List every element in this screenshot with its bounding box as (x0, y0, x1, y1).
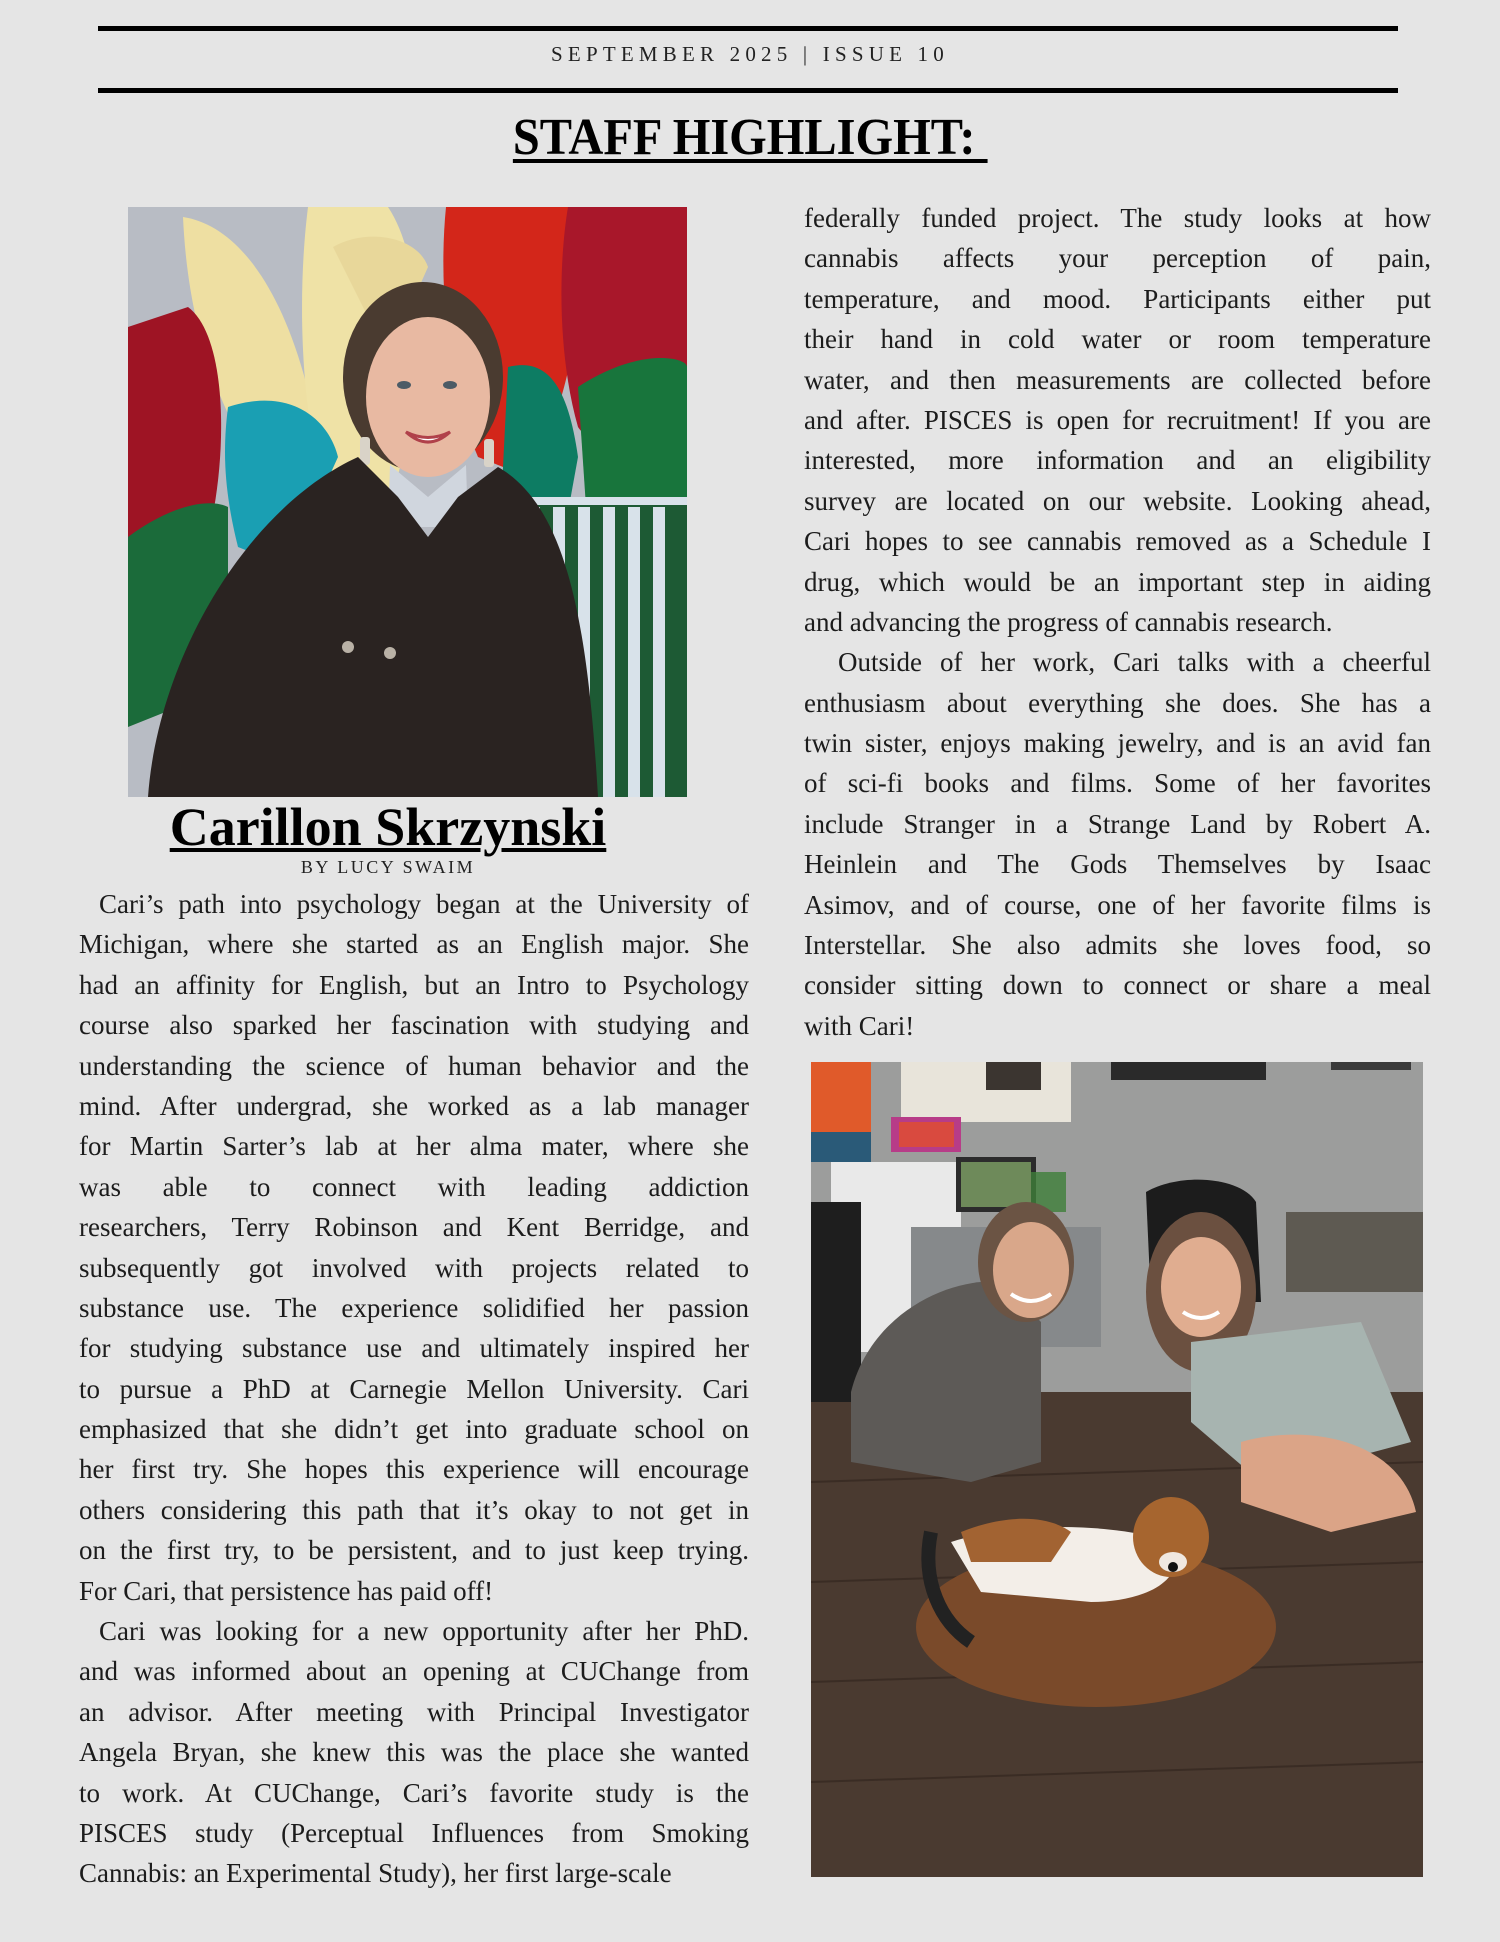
article-line: subsequently got involved with projects related to (79, 1252, 749, 1283)
article-line: For Cari, that persistence has paid off! (79, 1575, 494, 1606)
section-title-text: STAFF HIGHLIGHT: (512, 109, 988, 166)
issue-date-line: SEPTEMBER 2025 | ISSUE 10 (551, 42, 949, 66)
article-line: and after. PISCES is open for recruitment! If you are (804, 404, 1431, 435)
article-line: Angela Bryan, she knew this was the place she wanted (79, 1737, 749, 1768)
twins-with-dog-photo (811, 1062, 1423, 1877)
article-line: to work. At CUChange, Cari’s favorite study is the (79, 1777, 749, 1808)
article-line: water, and then measurements are collected before (804, 364, 1431, 395)
article-line: PISCES study (Perceptual Influences from Smoking (79, 1817, 749, 1848)
section-title (0, 108, 1500, 167)
article-line: cannabis affects your perception of pain, (804, 243, 1431, 274)
article-line: Heinlein and The Gods Themselves by Isaac (804, 849, 1431, 880)
article-line: others considering this path that it’s okay to not get in (79, 1494, 749, 1525)
article-line: Michigan, where she started as an English major. She (79, 929, 749, 960)
article-line: to pursue a PhD at Carnegie Mellon University. Cari (79, 1373, 749, 1404)
article-line: twin sister, enjoys making jewelry, and is an avid fan (804, 728, 1431, 759)
profile-photo-image (128, 207, 687, 797)
byline: BY LUCY SWAIM (300, 857, 476, 877)
article-line: her first try. She hopes this experience will encourage (79, 1454, 749, 1485)
article-line: and was informed about an opening at CUChange from (79, 1656, 749, 1687)
article-line: mind. After undergrad, she worked as a lab manager (79, 1090, 749, 1121)
article-line: researchers, Terry Robinson and Kent Berridge, and (79, 1212, 749, 1243)
article-line: include Stranger in a Strange Land by Robert A. (804, 808, 1431, 839)
staff-name (128, 796, 648, 858)
article-line: their hand in cold water or room temperature (804, 324, 1431, 355)
article-line: for studying substance use and ultimately inspired her (79, 1333, 749, 1364)
article-line: understanding the science of human behavior and the (79, 1050, 749, 1081)
article-left-column (79, 884, 749, 1894)
article-line: substance use. The experience solidified her passion (79, 1292, 749, 1323)
article-line: Interstellar. She also admits she loves food, so (804, 930, 1431, 961)
article-line: Cari hopes to see cannabis removed as a Schedule I (804, 526, 1431, 557)
article-line: temperature, and mood. Participants either put (804, 283, 1431, 314)
article-line: interested, more information and an eligibility (804, 445, 1431, 476)
article-line: Asimov, and of course, one of her favorite films is (804, 889, 1431, 920)
article-line: had an affinity for English, but an Intro to Psychology (79, 969, 749, 1000)
article-line: with Cari! (804, 1010, 915, 1041)
header-rule-bottom (98, 88, 1398, 93)
article-line: federally funded project. The study looks at how (804, 203, 1431, 233)
article-line: emphasized that she didn’t get into graduate school on (79, 1414, 749, 1445)
header-rule-top (98, 26, 1398, 31)
article-line: an advisor. After meeting with Principal Investigator (79, 1696, 749, 1727)
article-line: of sci-fi books and films. Some of her favorites (804, 768, 1431, 799)
article-line: Cari was looking for a new opportunity after her PhD. (99, 1616, 749, 1647)
article-line: on the first try, to be persistent, and to just keep trying. (79, 1535, 749, 1566)
article-line: was able to connect with leading addiction (79, 1171, 749, 1202)
article-line: for Martin Sarter’s lab at her alma mater, where she (79, 1131, 749, 1162)
article-line: course also sparked her fascination with studying and (79, 1010, 749, 1041)
article-right-column (804, 198, 1431, 1046)
staff-name-text: Carillon Skrzynski (169, 797, 607, 857)
profile-photo (128, 207, 687, 797)
article-line: enthusiasm about everything she does. She has a (804, 687, 1431, 718)
article-line: survey are located on our website. Looking ahead, (804, 485, 1431, 516)
article-line: Outside of her work, Cari talks with a cheerful (838, 647, 1431, 678)
article-line: Cannabis: an Experimental Study), her first large-scale (79, 1858, 672, 1889)
article-line: drug, which would be an important step in aiding (804, 566, 1431, 597)
twins-with-dog-image (811, 1062, 1423, 1877)
article-line: Cari’s path into psychology began at the University of (99, 889, 749, 919)
article-line: consider sitting down to connect or share a meal (804, 970, 1431, 1001)
article-line: and advancing the progress of cannabis research. (804, 606, 1333, 637)
